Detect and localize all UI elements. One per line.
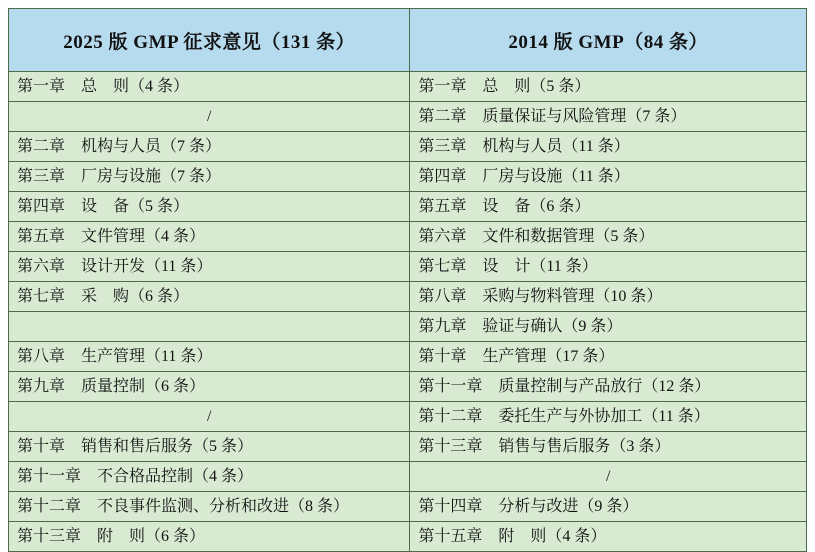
cell-2014: 第七章 设 计（11 条） <box>410 252 807 282</box>
cell-2025: 第二章 机构与人员（7 条） <box>9 132 410 162</box>
table-row <box>9 162 807 192</box>
table-row <box>9 192 807 222</box>
cell-2014: 第二章 质量保证与风险管理（7 条） <box>410 102 807 132</box>
cell-2014: 第八章 采购与物料管理（10 条） <box>410 282 807 312</box>
cell-2014: 第四章 厂房与设施（11 条） <box>410 162 807 192</box>
gmp-comparison-table <box>8 8 807 552</box>
table-row <box>9 372 807 402</box>
cell-2014: / <box>410 462 807 492</box>
table-row <box>9 432 807 462</box>
column-header-2014: 2014 版 GMP（84 条） <box>410 9 807 72</box>
cell-2014: 第十二章 委托生产与外协加工（11 条） <box>410 402 807 432</box>
cell-2014: 第十五章 附 则（4 条） <box>410 522 807 552</box>
cell-2014: 第五章 设 备（6 条） <box>410 192 807 222</box>
column-header-2025: 2025 版 GMP 征求意见（131 条） <box>9 9 410 72</box>
cell-2025 <box>9 312 410 342</box>
cell-2014: 第十章 生产管理（17 条） <box>410 342 807 372</box>
cell-2014: 第三章 机构与人员（11 条） <box>410 132 807 162</box>
table-row <box>9 312 807 342</box>
cell-2025: 第八章 生产管理（11 条） <box>9 342 410 372</box>
cell-2014: 第九章 验证与确认（9 条） <box>410 312 807 342</box>
cell-2025: 第三章 厂房与设施（7 条） <box>9 162 410 192</box>
table-row <box>9 462 807 492</box>
table-row <box>9 492 807 522</box>
cell-2025: 第一章 总 则（4 条） <box>9 72 410 102</box>
table-row <box>9 132 807 162</box>
cell-2014: 第一章 总 则（5 条） <box>410 72 807 102</box>
cell-2025: 第六章 设计开发（11 条） <box>9 252 410 282</box>
cell-2025: 第十三章 附 则（6 条） <box>9 522 410 552</box>
cell-2014: 第六章 文件和数据管理（5 条） <box>410 222 807 252</box>
table-row <box>9 102 807 132</box>
table-row <box>9 72 807 102</box>
table-row <box>9 282 807 312</box>
table-row <box>9 342 807 372</box>
cell-2014: 第十四章 分析与改进（9 条） <box>410 492 807 522</box>
table-row <box>9 252 807 282</box>
cell-2025: 第十章 销售和售后服务（5 条） <box>9 432 410 462</box>
cell-2025: 第四章 设 备（5 条） <box>9 192 410 222</box>
cell-2025: 第七章 采 购（6 条） <box>9 282 410 312</box>
cell-2014: 第十一章 质量控制与产品放行（12 条） <box>410 372 807 402</box>
cell-2025: 第五章 文件管理（4 条） <box>9 222 410 252</box>
table-row <box>9 222 807 252</box>
cell-2014: 第十三章 销售与售后服务（3 条） <box>410 432 807 462</box>
cell-2025: / <box>9 102 410 132</box>
cell-2025: 第九章 质量控制（6 条） <box>9 372 410 402</box>
cell-2025: / <box>9 402 410 432</box>
table-row <box>9 402 807 432</box>
table-header-row <box>9 9 807 72</box>
cell-2025: 第十二章 不良事件监测、分析和改进（8 条） <box>9 492 410 522</box>
cell-2025: 第十一章 不合格品控制（4 条） <box>9 462 410 492</box>
table-row <box>9 522 807 552</box>
